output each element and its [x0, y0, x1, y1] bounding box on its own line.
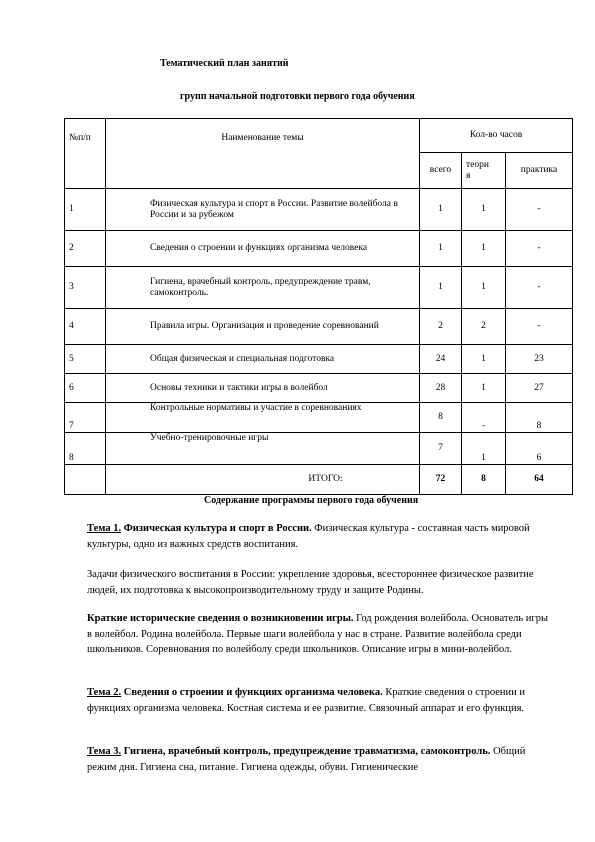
table-row: [65, 403, 573, 433]
row-num: 4: [65, 309, 106, 345]
topic-3-title: Гигиена, врачебный контроль, предупреждение травматизма, самоконтроль.: [121, 746, 491, 757]
header-practice: практика: [506, 153, 573, 189]
row-practice: 6: [506, 433, 573, 465]
row-topic: Контрольные нормативы и участие в соревнованиях: [106, 403, 420, 433]
row-practice: 27: [506, 374, 573, 403]
row-practice: 8: [506, 403, 573, 433]
total-practice: 64: [506, 465, 573, 495]
header-theory-line1: теори: [466, 159, 489, 170]
header-theory: [462, 153, 506, 189]
row-topic: Учебно-тренировочные игры: [106, 433, 420, 465]
row-topic: Основы техники и тактики игры в волейбол: [106, 374, 420, 403]
header-num: №п/п: [65, 119, 106, 189]
table-row: [65, 374, 573, 403]
total-total: 72: [420, 465, 462, 495]
header-topic: Наименование темы: [106, 119, 420, 189]
row-theory: 1: [462, 231, 506, 267]
table-row: [65, 345, 573, 374]
plan-title: Тематический план занятий: [160, 58, 289, 69]
row-theory: -: [462, 403, 506, 433]
row-total: 28: [420, 374, 462, 403]
row-num: 5: [65, 345, 106, 374]
row-total: 8: [420, 403, 462, 433]
total-label: ИТОГО:: [106, 465, 420, 495]
topic-1-title: Физическая культура и спорт в России.: [121, 523, 312, 534]
row-practice: -: [506, 267, 573, 309]
table-total-row: [65, 465, 573, 495]
row-num: 7: [65, 403, 106, 433]
row-theory: 1: [462, 374, 506, 403]
row-topic: Сведения о строении и функциях организма человека: [106, 231, 420, 267]
thematic-plan-table: [64, 118, 573, 495]
table-row: [65, 433, 573, 465]
row-total: 1: [420, 231, 462, 267]
table-header-row: [65, 119, 573, 153]
table-row: [65, 309, 573, 345]
tasks-text: Задачи физического воспитания в России: укрепление здоровья, всестороннее физическое развитие людей, их подготовка к высокопроизводительному труду и защите Родины.: [87, 569, 534, 596]
row-total: 24: [420, 345, 462, 374]
topic-3-paragraph: [87, 744, 549, 775]
row-total: 1: [420, 189, 462, 231]
topic-2-text: Краткие сведения о строении и функциях организма человека. Костная система и ее развитие. Связочный аппарат и его функция.: [87, 687, 525, 714]
row-num: 6: [65, 374, 106, 403]
topic-1-paragraph: [87, 521, 549, 552]
total-theory: 8: [462, 465, 506, 495]
table-row: [65, 267, 573, 309]
row-num: 3: [65, 267, 106, 309]
topic-2-title: Сведения о строении и функциях организма человека.: [121, 687, 383, 698]
row-theory: 1: [462, 189, 506, 231]
row-total: 7: [420, 433, 462, 465]
row-theory: 1: [462, 267, 506, 309]
row-theory: 1: [462, 433, 506, 465]
table-row: [65, 189, 573, 231]
topic-2-paragraph: [87, 685, 549, 716]
history-title: Краткие исторические сведения о возникновении игры.: [87, 613, 354, 624]
row-topic: Гигиена, врачебный контроль, предупреждение травм, самоконтроль.: [106, 267, 420, 309]
plan-subtitle: групп начальной подготовки первого года обучения: [180, 91, 415, 102]
row-total: 1: [420, 267, 462, 309]
row-num: 1: [65, 189, 106, 231]
tasks-paragraph: [87, 567, 549, 598]
row-num: 2: [65, 231, 106, 267]
history-text: Год рождения волейбола. Основатель игры в волейбол. Родина волейбола. Первые шаги волейбола у нас в стране. Развитие волейбола среди школьников. Соревнования по волейболу среди школьников. Описание игры в мини-волейбол.: [87, 613, 548, 655]
row-theory: 2: [462, 309, 506, 345]
row-topic: Правила игры. Организация и проведение соревнований: [106, 309, 420, 345]
topic-2-label: Тема 2.: [87, 687, 122, 698]
row-total: 2: [420, 309, 462, 345]
header-theory-line2: я: [466, 170, 471, 181]
row-practice: 23: [506, 345, 573, 374]
table-row: [65, 231, 573, 267]
topic-3-label: Тема 3.: [87, 746, 122, 757]
row-practice: -: [506, 231, 573, 267]
row-topic: Общая физическая и специальная подготовка: [106, 345, 420, 374]
header-hours: Кол-во часов: [420, 119, 573, 153]
row-practice: -: [506, 189, 573, 231]
row-theory: 1: [462, 345, 506, 374]
history-paragraph: [87, 611, 549, 658]
header-total: всего: [420, 153, 462, 189]
topic-1-label: Тема 1.: [87, 523, 122, 534]
content-section-title: Содержание программы первого года обучения: [204, 495, 419, 506]
topic-1-text: Физическая культура - составная часть мировой культуры, одно из важных средств воспитания.: [87, 523, 530, 550]
row-num: 8: [65, 433, 106, 465]
row-practice: -: [506, 309, 573, 345]
total-empty-cell: [65, 465, 106, 495]
topic-3-text: Общий режим дня. Гигиена сна, питание. Гигиена одежды, обуви. Гигиенические: [87, 746, 526, 773]
row-topic: Физическая культура и спорт в России. Развитие волейбола в России и за рубежом: [106, 189, 420, 231]
